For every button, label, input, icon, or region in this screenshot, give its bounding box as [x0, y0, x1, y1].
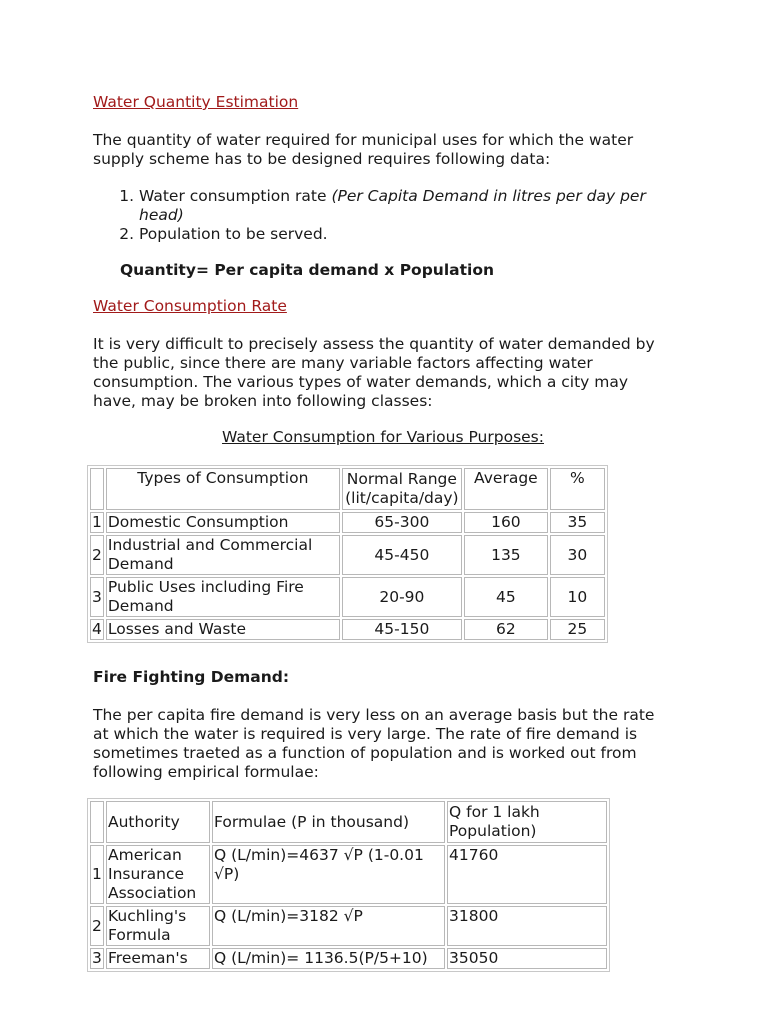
- list-item: 2. Population to be served.: [139, 225, 669, 244]
- consumption-intro-paragraph: It is very difficult to precisely assess the quantity of water demanded by the public, since there are many variable factors affecting water consumption. The various types of water demands, which a city may have, may be broken into following classes:: [93, 335, 655, 410]
- water-consumption-table: [87, 465, 608, 643]
- table-row: 3 Freeman's Q (L/min)= 1136.5(P/5+10) 35050: [90, 948, 607, 969]
- list-item: 1. Water consumption rate (Per Capita Demand in litres per day per head): [139, 187, 669, 225]
- required-data-list: [93, 187, 669, 244]
- table-caption: Water Consumption for Various Purposes:: [222, 428, 544, 446]
- header-normal-range: Normal Range (lit/capita/day): [342, 468, 462, 510]
- table-row: 3 Public Uses including Fire Demand 20-90 45 10: [90, 577, 605, 617]
- water-consumption-rate-heading[interactable]: Water Consumption Rate: [93, 297, 287, 315]
- table-row: 2 Kuchling's Formula Q (L/min)=3182 √P 31800: [90, 906, 607, 946]
- table-row: 2 Industrial and Commercial Demand 45-450 135 30: [90, 535, 605, 575]
- table-row: 4 Losses and Waste 45-150 62 25: [90, 619, 605, 640]
- header-q-for-1-lakh: Q for 1 lakh Population): [447, 801, 607, 843]
- fire-fighting-demand-heading: Fire Fighting Demand:: [93, 668, 290, 686]
- header-authority: Authority: [106, 801, 210, 843]
- table-header-row: [90, 801, 607, 843]
- header-average: Average: [464, 468, 548, 510]
- header-percent: %: [550, 468, 605, 510]
- fire-demand-formulae-table: [87, 798, 610, 972]
- water-quantity-estimation-heading[interactable]: Water Quantity Estimation: [93, 93, 299, 111]
- quantity-formula: Quantity= Per capita demand x Population: [120, 261, 495, 279]
- table-row: 1 American Insurance Association Q (L/min)=4637 √P (1-0.01 √P) 41760: [90, 845, 607, 904]
- fire-demand-intro-paragraph: The per capita fire demand is very less on an average basis but the rate at which the water is required is very large. The rate of fire demand is sometimes traeted as a function of population and is worked out from following empirical formulae:: [93, 706, 655, 781]
- table-header-row: [90, 468, 605, 510]
- header-types-of-consumption: Types of Consumption: [106, 468, 340, 510]
- header-formulae: Formulae (P in thousand): [212, 801, 445, 843]
- table-row: 1 Domestic Consumption 65-300 160 35: [90, 512, 605, 533]
- quantity-intro-paragraph: The quantity of water required for municipal uses for which the water supply scheme has to be designed requires following data:: [93, 131, 634, 168]
